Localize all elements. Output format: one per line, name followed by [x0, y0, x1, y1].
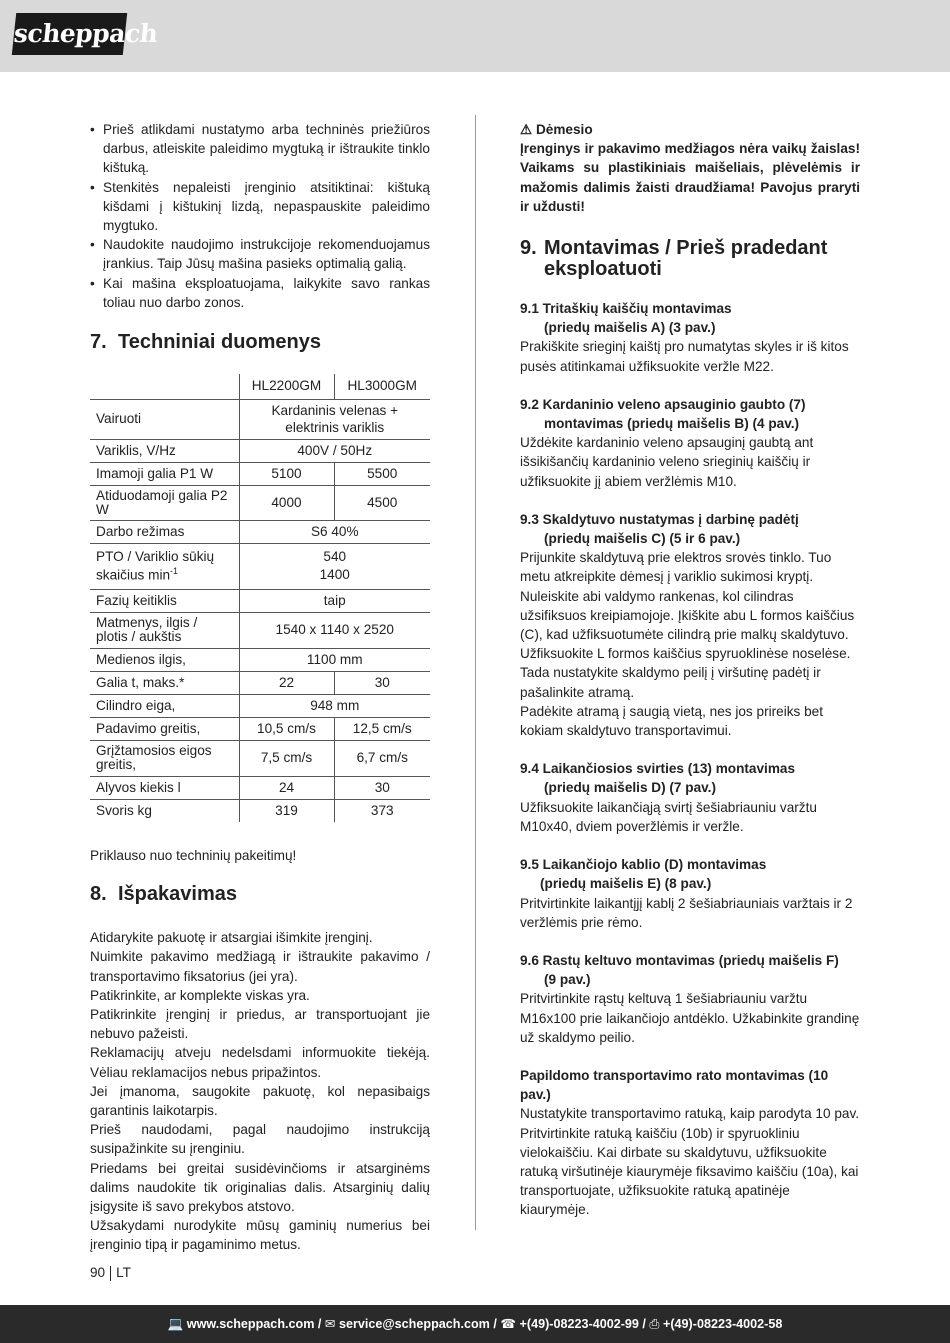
row-value: 948 mm [239, 694, 430, 717]
mail-icon: ✉ [324, 1317, 336, 1331]
row-value: 12,5 cm/s [334, 717, 430, 740]
row-value: 5500 [334, 462, 430, 485]
table-row [90, 717, 430, 740]
table-row [90, 612, 430, 648]
subsection-subtitle: (9 pav.) [544, 972, 591, 988]
column-header: HL2200GM [239, 374, 334, 399]
brand-logo: scheppach [12, 13, 127, 55]
row-label: Galia t, maks.* [96, 674, 185, 690]
column-header: HL3000GM [334, 374, 430, 399]
row-value: 7,5 cm/s [239, 740, 334, 776]
row-value: 1100 mm [239, 648, 430, 671]
row-value: 400V / 50Hz [239, 439, 430, 462]
subsection-9-1-heading [520, 299, 860, 337]
paragraph: Priedams bei greitai susidėvinčioms ir atsarginėms dalims naudokite tik originalias dalis. Atsarginių dalių įsigysite iš savo prekybos atstovo. [90, 1160, 430, 1215]
table-header-row [90, 374, 430, 399]
subsection-subtitle: (priedų maišelis D) (7 pav.) [544, 780, 716, 796]
table-row [90, 485, 430, 520]
subsection-subtitle: (priedų maišelis C) (5 ir 6 pav.) [544, 531, 741, 547]
row-label: Vairuoti [96, 411, 142, 427]
row-value-line: 540 [323, 549, 347, 565]
table-row [90, 799, 430, 822]
row-value: 24 [239, 776, 334, 799]
paragraph: Padėkite atramą į saugią vietą, nes jos prireiks bet kokiam skaldytuvo transportavimui. [520, 703, 823, 739]
row-value: 30 [334, 671, 430, 694]
row-label: Imamoji galia P1 W [96, 465, 214, 481]
table-row [90, 543, 430, 589]
table-row [90, 740, 430, 776]
section-8-heading [90, 883, 430, 906]
section-title: Išpakavimas [118, 883, 237, 906]
subsection-subtitle: montavimas (priedų maišelis B) (4 pav.) [544, 416, 800, 432]
row-value-line: 1400 [319, 567, 350, 583]
page-number-value: 90 [90, 1265, 106, 1280]
paragraph: Jei įmanoma, saugokite pakuotę, kol nepasibaigs garantinis laikotarpis. [90, 1083, 430, 1119]
section-title: Techniniai duomenys [118, 331, 321, 354]
warning-heading [520, 120, 860, 139]
bullet-item: • Kai mašina eksploatuojama, laikykite savo rankas toliau nuo darbo zonos. [90, 274, 430, 312]
row-value: 373 [334, 799, 430, 822]
row-value: 1540 x 1140 x 2520 [239, 612, 430, 648]
section-number: 9. [520, 237, 537, 260]
row-label: Padavimo greitis, [96, 720, 201, 736]
table-row [90, 520, 430, 543]
page-separator [110, 1266, 111, 1281]
paragraph: Prieš naudodami, pagal naudojimo instrukciją susipažinkite su įrenginiu. [90, 1122, 430, 1157]
paragraph: Atidarykite pakuotę ir atsargiai išimkite įrenginį. [90, 930, 373, 946]
footer-email: service@scheppach.com / [338, 1317, 497, 1331]
row-value: Kardaninis velenas + elektrinis variklis [239, 399, 430, 439]
row-value: 22 [239, 671, 334, 694]
row-value: 4500 [334, 485, 430, 520]
subsection-subtitle: (priedų maišelis A) (3 pav.) [544, 320, 716, 336]
paragraph: Nuimkite pakavimo medžiagą ir ištraukite pakavimo / transportavimo fiksatorius (jei yra). [90, 949, 430, 984]
computer-icon: 💻 [167, 1317, 184, 1331]
row-value [239, 543, 430, 589]
subsection-title: 9.3 Skaldytuvo nustatymas į darbinę padėtį [520, 511, 799, 527]
section-9-heading [520, 238, 860, 280]
table-row [90, 671, 430, 694]
section-number: 8. [90, 883, 107, 906]
left-column [90, 120, 430, 1255]
row-label: Medienos ilgis, [96, 651, 186, 667]
row-label [90, 543, 239, 589]
row-value: 6,7 cm/s [334, 740, 430, 776]
paragraph: Pritvirtinkite laikantįjį kablį 2 šešiabriauniais varžtais ir 2 veržlėmis prie rėmo. [520, 895, 853, 930]
warning-text: Įrenginys ir pakavimo medžiagos nėra vaikų žaislas! Vaikams su plastikiniais maišeliais, plėvelėmis ir mažomis dalimis žaisti draudžiama! Pavojus praryti ir uždusti! [520, 141, 860, 214]
paragraph: Uždėkite kardaninio veleno apsauginį gaubtą ant išsikišančių kardaninio veleno srieginių kaiščių ir užfiksuokite jį abiem veržlėmis M10. [520, 435, 814, 489]
paragraph: Patikrinkite įrenginį ir priedus, ar transportuojant jie nebuvo pažeisti. [90, 1007, 430, 1042]
tech-data-table [90, 374, 430, 822]
bullet-item: • Prieš atlikdami nustatymo arba techninės priežiūros darbus, atleiskite paleidimo mygtuką ir ištraukite tinklo kištuką. [90, 120, 430, 178]
subsection-9-2-heading [520, 395, 860, 433]
subsection-9-5-heading [520, 855, 860, 893]
page-number [90, 1265, 131, 1281]
right-column [520, 120, 860, 1220]
section-title: Montavimas / Prieš pradedant eksploatuoti [544, 237, 828, 281]
row-label: Atiduodamoji galia P2 W [96, 487, 228, 517]
unpacking-text [90, 928, 430, 1254]
table-row [90, 589, 430, 612]
row-value: 4000 [239, 485, 334, 520]
footer-website: www.scheppach.com / [186, 1317, 322, 1331]
subsection-9-6-heading [520, 951, 860, 989]
footer-phone: +(49)-08223-4002-99 / [519, 1317, 646, 1331]
row-value: S6 40% [239, 520, 430, 543]
row-value: taip [239, 589, 430, 612]
fax-icon: ⎙ [649, 1317, 660, 1331]
extra-wheel-heading: Papildomo transportavimo rato montavimas (10 pav.) [520, 1067, 829, 1103]
language-code: LT [116, 1265, 131, 1280]
row-label: Cilindro eiga, [96, 697, 176, 713]
table-row [90, 776, 430, 799]
paragraph: Prijunkite skaldytuvą prie elektros srovės tinklo. Tuo metu atkreipkite dėmesį į variklio sukimosi kryptį. Nuleiskite abi valdymo rankenas, kol cilindras užsifiksuos kreipiamojoje. Įkiškite abu L formos kaiščius (C), kad užfiksuotumėte cilindrą prie malkų skaldytuvo. Užfiksuokite L formos kaiščius spyruoklinėse noselėse. Tada nustatykite skaldymo peilį į viršutinę padėtį ir pašalinkite atramą. [520, 550, 855, 700]
row-value: 319 [239, 799, 334, 822]
row-label: Svoris kg [96, 802, 152, 818]
bullet-item: • Naudokite naudojimo instrukcijoje rekomenduojamus įrankius. Taip Jūsų mašina pasieks optimalią galią. [90, 235, 430, 273]
subsection-title: 9.4 Laikančiosios svirties (13) montavimas [520, 761, 796, 777]
table-row [90, 648, 430, 671]
paragraph: Pritvirtinkite rąstų keltuvą 1 šešiabriauniu varžtu M16x100 prie laikančiojo antdėklo. Užkabinkite grandinę už skaldymo peilio. [520, 991, 860, 1045]
section-number: 7. [90, 331, 107, 354]
paragraph: Užfiksuokite laikančiąją svirtį šešiabriauniu varžtu M10x40, dviem poveržlėmis ir veržle. [520, 799, 817, 834]
section-7-heading [90, 331, 430, 354]
paragraph: Nustatykite transportavimo ratuką, kaip parodyta 10 pav. Pritvirtinkite ratuką kaiščiu (10b) ir spyruokliniu vielokaiščiu. Kai dirbate su skaldytuvu, užfiksuokite ratuką viršutinėje kiaurymėje fiksavimo kaiščiu (10a), kai transportuojate, užfiksuokite ratuką apatinėje kiaurymėje. [520, 1106, 860, 1218]
row-label: Darbo režimas [96, 523, 185, 539]
page-header [0, 0, 950, 72]
subsection-9-3-heading [520, 510, 860, 548]
row-label: Matmenys, ilgis / plotis / aukštis [96, 615, 198, 645]
subsection-subtitle: (priedų maišelis E) (8 pav.) [540, 876, 712, 892]
subsection-9-4-heading [520, 759, 860, 797]
table-row [90, 694, 430, 717]
column-divider [475, 115, 476, 1230]
warning-title: Dėmesio [535, 122, 593, 137]
row-value: 5100 [239, 462, 334, 485]
row-label: Grįžtamosios eigos greitis, [96, 743, 212, 773]
table-row [90, 462, 430, 485]
table-row [90, 399, 430, 439]
row-label: Variklis, V/Hz [96, 442, 176, 458]
phone-icon: ☎ [500, 1317, 517, 1331]
page-footer [0, 1305, 950, 1343]
paragraph: Patikrinkite, ar komplekte viskas yra. [90, 987, 310, 1003]
row-label: Alyvos kiekis l [96, 779, 181, 795]
footer-fax: +(49)-08223-4002-58 [663, 1317, 783, 1331]
warning-icon: ⚠ [520, 122, 533, 137]
subsection-title: 9.2 Kardaninio veleno apsauginio gaubto (7) [520, 396, 806, 412]
subsection-title: 9.1 Tritaškių kaiščių montavimas [520, 301, 732, 317]
paragraph: Reklamacijų atveju nedelsdami informuokite tiekėją. Vėliau reklamacijos nebus pripažintos. [90, 1045, 430, 1080]
paragraph: Užsakydami nurodykite mūsų gaminių numerius bei įrenginio tipą ir pagaminimo metus. [90, 1218, 430, 1253]
row-label-sup: -1 [170, 565, 179, 576]
safety-bullets [90, 120, 430, 312]
row-value: 30 [334, 776, 430, 799]
row-label: Fazių keitiklis [96, 592, 177, 608]
technical-note: Priklauso nuo techninių pakeitimų! [90, 848, 297, 864]
table-row [90, 439, 430, 462]
subsection-title: 9.6 Rastų keltuvo montavimas (priedų maišelis F) [520, 952, 839, 968]
row-label-text: PTO / Variklio sūkių skaičius min [96, 548, 215, 583]
paragraph: Prakiškite srieginį kaištį pro numatytas skyles ir iš kitos pusės atitinkamai užfiksuokite veržle M22. [520, 339, 849, 374]
row-value: 10,5 cm/s [239, 717, 334, 740]
subsection-title: 9.5 Laikančiojo kablio (D) montavimas [520, 857, 767, 873]
bullet-item: • Stenkitės nepaleisti įrenginio atsitiktinai: kištuką kišdami į kištukinį lizdą, nepaspauskite paleidimo mygtuko. [90, 178, 430, 236]
